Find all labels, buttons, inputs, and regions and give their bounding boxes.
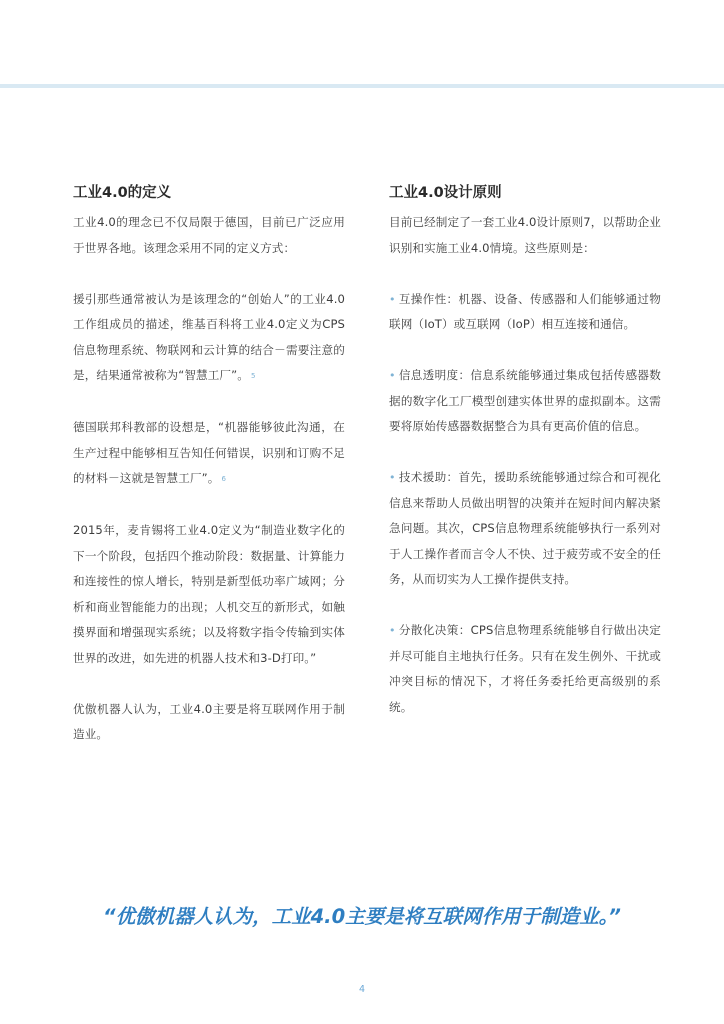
paragraph: 德国联邦科教部的设想是，“机器能够彼此沟通，在生产过程中能够相互告知任何错误，识别和订购不足的材料－这就是智慧工厂”。 6 — [73, 420, 345, 485]
left-column — [73, 183, 345, 748]
list-item: • 分散化决策：CPS信息物理系统能够自行做出决定并尽可能自主地执行任务。只有在发生例外、干扰或冲突目标的情况下，才将任务委托给更高级别的系统。 — [389, 623, 661, 714]
list-item: • 信息透明度：信息系统能够通过集成包括传感器数据的数字化工厂模型创建实体世界的虚拟副本。这需要将原始传感器数据整合为具有更高价值的信息。 — [389, 368, 661, 433]
bullet-icon: • — [389, 369, 396, 382]
paragraph: 目前已经制定了一套工业4.0设计原则7，以帮助企业识别和实施工业4.0情境。这些原则是： — [389, 215, 661, 255]
header-rule — [0, 84, 724, 88]
section-heading-definition: 工业4.0的定义 — [73, 185, 172, 201]
footnote-ref[interactable]: 5 — [250, 372, 256, 380]
list-item: • 技术援助：首先，援助系统能够通过综合和可视化信息来帮助人员做出明智的决策并在短时间内解决紧急问题。其次，CPS信息物理系统能够执行一系列对于人工操作者而言令人不快、过于疲劳或不安全的任务，从而切实为人工操作提供支持。 — [389, 470, 661, 586]
list-item: • 互操作性：机器、设备、传感器和人们能够通过物联网（IoT）或互联网（IoP）相互连接和通信。 — [389, 291, 661, 331]
paragraph: 工业4.0的理念已不仅局限于德国，目前已广泛应用于世界各地。该理念采用不同的定义方式： — [73, 215, 345, 255]
paragraph: 2015年，麦肯锡将工业4.0定义为“制造业数字化的下一个阶段，包括四个推动阶段：数据量、计算能力和连接性的惊人增长，特别是新型低功率广域网；分析和商业智能能力的出现；人机交互的新形式，如触摸界面和增强现实系统；以及将数字指令传输到实体世界的改进，如先进的机器人技术和3-D打印。” — [73, 523, 345, 665]
page-number: 4 — [358, 984, 366, 995]
paragraph: 优傲机器人认为，工业4.0主要是将互联网作用于制造业。 — [73, 701, 345, 741]
bullet-icon: • — [389, 292, 396, 306]
paragraph: 援引那些通常被认为是该理念的“创始人”的工业4.0工作组成员的描述，维基百科将工业4.0定义为CPS信息物理系统、物联网和云计算的结合－需要注意的是，结果通常被称为“智慧工厂”。 5 — [73, 291, 345, 382]
bullet-icon: • — [389, 624, 396, 637]
bullet-icon: • — [389, 471, 396, 484]
footnote-ref[interactable]: 6 — [221, 475, 226, 483]
right-column — [389, 183, 661, 720]
section-heading-principles: 工业4.0设计原则 — [389, 185, 502, 201]
pull-quote: “优傲机器人认为，工业4.0主要是将互联网作用于制造业。” — [103, 905, 621, 928]
